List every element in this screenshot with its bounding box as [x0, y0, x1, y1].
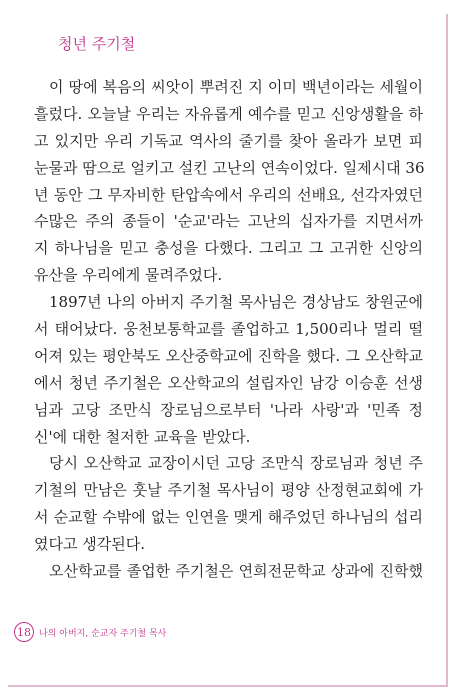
text-line: 기철의 만남은 훗날 주기철 목사님이 평양 산정현교회에 가	[34, 481, 423, 500]
section-title: 청년 주기철	[58, 35, 136, 53]
page-number: 18	[14, 622, 34, 642]
text-line: 고 있지만 우리 기독교 역사의 줄기를 찾아 올라가 보면 피	[34, 131, 423, 150]
text-line: 서 순교할 수밖에 없는 인연을 맺게 해주었던 하나님의 섭리	[34, 508, 423, 527]
text-line: 였다고 생각된다.	[34, 535, 145, 554]
text-line: 수많은 주의 종들이 '순교'라는 고난의 십자가를 지면서까	[34, 212, 423, 231]
text-line: 님과 고당 조만식 장로님으로부터 '나라 사랑'과 '민족 정	[34, 400, 423, 419]
text-line: 에서 청년 주기철은 오산학교의 설립자인 남강 이승훈 선생	[34, 373, 423, 392]
text-line: 눈물과 땀으로 얼키고 설킨 고난의 연속이었다. 일제시대 36	[34, 158, 425, 177]
text-line: 이 땅에 복음의 씨앗이 뿌려진 지 이미 백년이라는 세월이	[49, 78, 423, 96]
text-line: 신'에 대한 철저한 교육을 받았다.	[34, 427, 251, 446]
page-footer	[14, 621, 166, 643]
text-line: 흘렀다. 오늘날 우리는 자유롭게 예수를 믿고 신앙생활을 하	[34, 104, 423, 123]
running-footer-title: 나의 아버지, 순교자 주기철 목사	[39, 628, 167, 639]
text-line: 서 태어났다. 웅천보통학교를 졸업하고 1,500리나 멀리 떨	[34, 320, 423, 339]
text-line: 년 동안 그 무자비한 탄압속에서 우리의 선배요, 선각자였던	[34, 185, 423, 204]
text-line: 오산학교를 졸업한 주기철은 연희전문학교 상과에 진학했	[49, 562, 423, 581]
text-line: 당시 오산학교 교장이시던 고당 조만식 장로님과 청년 주	[49, 454, 423, 473]
text-line: 지 하나님을 믿고 충성을 다했다. 그리고 그 고귀한 신앙의	[34, 239, 423, 258]
body-text	[34, 74, 423, 585]
text-line: 어져 있는 평안북도 오산중학교에 진학을 했다. 그 오산학교	[34, 346, 423, 365]
text-line: 1897년 나의 아버지 주기철 목사님은 경상남도 창원군에	[49, 293, 423, 312]
text-line: 유산을 우리에게 물려주었다.	[34, 266, 223, 285]
